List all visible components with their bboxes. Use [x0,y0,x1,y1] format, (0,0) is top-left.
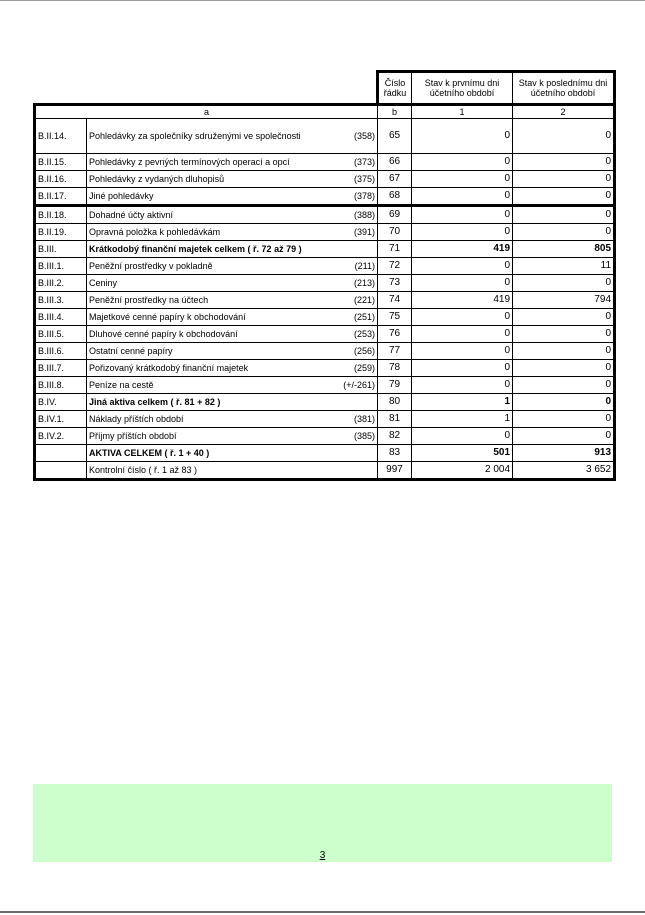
row-code: B.III. [35,241,87,258]
row-opening-value: 0 [412,258,513,275]
row-line-number: 72 [378,258,412,275]
row-closing-value: 794 [513,292,615,309]
row-line-number: 75 [378,309,412,326]
table-row [35,171,615,188]
row-closing-value: 0 [513,326,615,343]
row-account: (251) [325,309,378,326]
row-account [325,445,378,462]
row-code: B.II.16. [35,171,87,188]
top-rule [0,0,645,1]
row-opening-value: 0 [412,360,513,377]
row-name: Jiné pohledávky [87,188,325,206]
row-account: (213) [325,275,378,292]
table-row [35,462,615,480]
row-line-number: 80 [378,394,412,411]
row-closing-value: 0 [513,171,615,188]
row-name: Krátkodobý finanční majetek celkem ( ř. 72 až 79 ) [87,241,325,258]
row-line-number: 70 [378,224,412,241]
row-opening-value: 0 [412,206,513,224]
row-opening-value: 0 [412,309,513,326]
row-code: B.III.7. [35,360,87,377]
row-name: AKTIVA CELKEM ( ř. 1 + 40 ) [87,445,325,462]
row-closing-value: 0 [513,224,615,241]
row-closing-value: 0 [513,275,615,292]
row-code: B.III.1. [35,258,87,275]
row-opening-value: 501 [412,445,513,462]
row-code: B.III.2. [35,275,87,292]
row-closing-value: 0 [513,428,615,445]
row-closing-value: 913 [513,445,615,462]
row-account: (391) [325,224,378,241]
row-opening-value: 0 [412,377,513,394]
row-closing-value: 0 [513,360,615,377]
table-row [35,343,615,360]
row-closing-value: 0 [513,343,615,360]
row-code: B.III.6. [35,343,87,360]
row-code: B.IV.2. [35,428,87,445]
table-row [35,292,615,309]
row-code: B.II.14. [35,119,87,154]
bottom-rule [0,911,645,913]
row-code: B.II.19. [35,224,87,241]
table-body [35,119,615,480]
column-label-2: 2 [513,105,615,119]
row-name: Opravná položka k pohledávkám [87,224,325,241]
row-line-number: 79 [378,377,412,394]
table-row [35,411,615,428]
row-closing-value: 3 652 [513,462,615,480]
column-label-a: a [35,105,378,119]
row-account: (256) [325,343,378,360]
row-line-number: 83 [378,445,412,462]
row-closing-value: 11 [513,258,615,275]
row-account: (381) [325,411,378,428]
column-label-1: 1 [412,105,513,119]
row-code: B.III.5. [35,326,87,343]
table-row [35,360,615,377]
row-account: (259) [325,360,378,377]
header-row [35,72,615,105]
row-opening-value: 0 [412,154,513,171]
row-line-number: 81 [378,411,412,428]
row-line-number: 997 [378,462,412,480]
row-name: Peněžní prostředky na účtech [87,292,325,309]
row-opening-value: 1 [412,394,513,411]
closing-balance-header: Stav k poslednímu dni účetního období [513,72,615,105]
column-label-row [35,105,615,119]
table-row [35,154,615,171]
table-row [35,394,615,411]
row-name: Peněžní prostředky v pokladně [87,258,325,275]
row-closing-value: 0 [513,154,615,171]
row-opening-value: 0 [412,224,513,241]
row-closing-value: 805 [513,241,615,258]
row-name: Náklady příštích období [87,411,325,428]
row-closing-value: 0 [513,411,615,428]
row-opening-value: 0 [412,428,513,445]
table-row [35,445,615,462]
row-name: Ostatní cenné papíry [87,343,325,360]
row-account: (378) [325,188,378,206]
table-row [35,309,615,326]
row-name: Dluhové cenné papíry k obchodování [87,326,325,343]
row-line-number: 77 [378,343,412,360]
page-number: 3 [319,850,326,861]
row-code: B.III.8. [35,377,87,394]
row-opening-value: 419 [412,241,513,258]
row-code: B.II.15. [35,154,87,171]
row-code: B.III.3. [35,292,87,309]
row-line-number: 66 [378,154,412,171]
row-closing-value: 0 [513,206,615,224]
row-account: (+/-261) [325,377,378,394]
row-account [325,241,378,258]
row-opening-value: 0 [412,119,513,154]
table-row [35,224,615,241]
row-opening-value: 2 004 [412,462,513,480]
table-row [35,428,615,445]
row-name: Příjmy příštích období [87,428,325,445]
row-line-number: 67 [378,171,412,188]
row-name: Ceniny [87,275,325,292]
row-code [35,462,87,480]
row-line-number: 78 [378,360,412,377]
row-name: Peníze na cestě [87,377,325,394]
row-name: Dohadné účty aktivní [87,206,325,224]
table-row [35,377,615,394]
row-closing-value: 0 [513,377,615,394]
table-row [35,188,615,206]
row-account [325,394,378,411]
row-closing-value: 0 [513,119,615,154]
row-line-number: 71 [378,241,412,258]
row-account: (388) [325,206,378,224]
table-row [35,206,615,224]
row-code [35,445,87,462]
row-opening-value: 0 [412,171,513,188]
row-name: Kontrolní číslo ( ř. 1 až 83 ) [87,462,325,480]
row-line-number: 73 [378,275,412,292]
row-closing-value: 0 [513,188,615,206]
table-row [35,258,615,275]
row-account: (221) [325,292,378,309]
row-opening-value: 0 [412,188,513,206]
table-row [35,275,615,292]
row-account: (373) [325,154,378,171]
row-opening-value: 1 [412,411,513,428]
row-opening-value: 419 [412,292,513,309]
footer-band [33,784,612,862]
row-name: Majetkové cenné papíry k obchodování [87,309,325,326]
row-closing-value: 0 [513,394,615,411]
row-code: B.IV.1. [35,411,87,428]
row-opening-value: 0 [412,343,513,360]
row-line-number: 74 [378,292,412,309]
row-code: B.IV. [35,394,87,411]
balance-sheet-table [33,70,616,481]
opening-balance-header: Stav k prvnímu dni účetního období [412,72,513,105]
row-code: B.III.4. [35,309,87,326]
row-account: (375) [325,171,378,188]
row-account: (385) [325,428,378,445]
table-row [35,119,615,154]
row-account: (253) [325,326,378,343]
row-code: B.II.17. [35,188,87,206]
row-line-number: 82 [378,428,412,445]
table-row [35,326,615,343]
row-name: Pohledávky z vydaných dluhopisů [87,171,325,188]
row-account: (358) [325,119,378,154]
column-label-b: b [378,105,412,119]
row-name: Pohledávky za společníky sdruženými ve společnosti [87,119,325,154]
row-code: B.II.18. [35,206,87,224]
row-line-number: 68 [378,188,412,206]
row-name: Jiná aktiva celkem ( ř. 81 + 82 ) [87,394,325,411]
row-name: Pohledávky z pevných termínových operací a opcí [87,154,325,171]
line-number-header: Číslo řádku [378,72,412,105]
row-name: Pořizovaný krátkodobý finanční majetek [87,360,325,377]
row-line-number: 69 [378,206,412,224]
row-opening-value: 0 [412,326,513,343]
row-account [325,462,378,480]
row-account: (211) [325,258,378,275]
row-line-number: 76 [378,326,412,343]
row-closing-value: 0 [513,309,615,326]
row-line-number: 65 [378,119,412,154]
table-row [35,241,615,258]
row-opening-value: 0 [412,275,513,292]
